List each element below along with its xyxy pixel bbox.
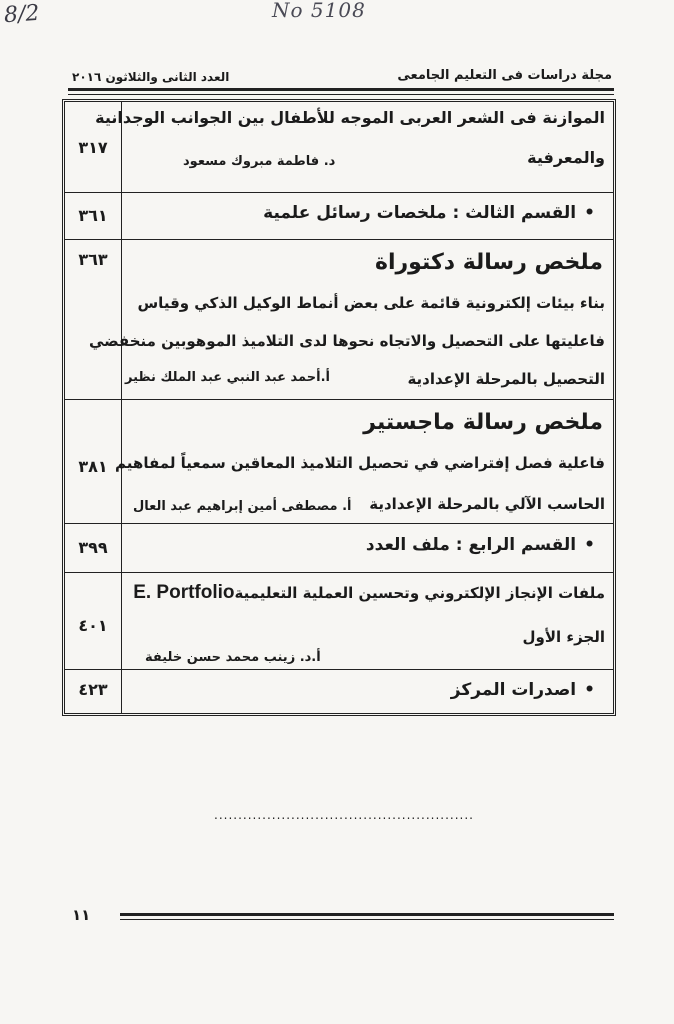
page-number: ٣٦٣ <box>78 250 108 269</box>
entry-author: أ. مصطفى أمين إبراهيم عبد العال <box>133 499 352 514</box>
entry-title: بناء بيئات إلكترونية قائمة على بعض أنماط الوكيل الذكي وقياس <box>137 294 605 312</box>
entry-title-continued: فاعليتها على التحصيل والاتجاه نحوها لدى التلاميذ الموهوبين منخفضي <box>88 332 605 350</box>
entry-author: أ.أحمد عبد النبي عبد الملك نظير <box>125 370 330 385</box>
row-divider <box>65 523 613 524</box>
entry-title: الموازنة فى الشعر العربى الموجه للأطفال بين الجوانب الوجدانية <box>95 108 605 127</box>
footer-rule-thick <box>120 913 614 916</box>
entry-title-arabic: ملفات الإنجاز الإلكتروني وتحسين العملية التعليمية <box>234 584 605 602</box>
summary-heading-doctorate: ملخص رسالة دكتوراة <box>374 250 603 275</box>
issue-label: العدد الثانى والثلاثون ٢٠١٦ <box>72 70 230 84</box>
entry-subtitle: الجزء الأول <box>522 628 605 646</box>
table-of-contents <box>62 99 616 716</box>
page-footer-number: ١١ <box>72 906 91 924</box>
entry-title-english: E. Portfolio <box>133 582 235 603</box>
section-heading: • القسم الرابع : ملف العدد <box>366 535 595 555</box>
page-number: ٤٢٣ <box>78 680 108 699</box>
handwritten-accession-number: No 5108 <box>272 0 366 22</box>
page-number: ٣٩٩ <box>78 538 108 557</box>
page-number: ٣٦١ <box>78 206 108 225</box>
row-divider <box>65 239 613 240</box>
handwritten-page-mark: 8/2 <box>3 0 41 29</box>
header-rule-thin <box>68 94 614 95</box>
entry-title-continued: الحاسب الآلي بالمرحلة الإعدادية <box>369 495 605 513</box>
page-number: ٣٨١ <box>78 457 108 476</box>
row-divider <box>65 399 613 400</box>
entry-author: د. فاطمة مبروك مسعود <box>183 154 336 169</box>
entry-author: أ.د. زينب محمد حسن خليفة <box>145 650 321 665</box>
section-heading: • القسم الثالث : ملخصات رسائل علمية <box>263 203 595 223</box>
row-divider <box>65 572 613 573</box>
entry-title-continued: والمعرفية <box>527 148 605 167</box>
summary-heading-masters: ملخص رسالة ماجستير <box>363 410 603 435</box>
page-number: ٤٠١ <box>78 616 108 635</box>
entry-title: فاعلية فصل إفتراضي في تحصيل التلاميذ المعاقين سمعياً لمفاهيم <box>115 454 605 472</box>
page-number: ٣١٧ <box>78 138 108 157</box>
row-divider <box>65 669 613 670</box>
footer-rule-thin <box>120 919 614 920</box>
entry-title-continued: التحصيل بالمرحلة الإعدادية <box>407 370 605 388</box>
row-divider <box>65 192 613 193</box>
page-column-divider <box>121 102 122 713</box>
journal-title: مجلة دراسات فى التعليم الجامعى <box>397 68 612 83</box>
separator-dots: ...................................................... <box>214 808 474 822</box>
header-rule-thick <box>68 88 614 91</box>
section-heading: • اصدرات المركز <box>451 680 595 700</box>
entry-title <box>133 582 605 604</box>
